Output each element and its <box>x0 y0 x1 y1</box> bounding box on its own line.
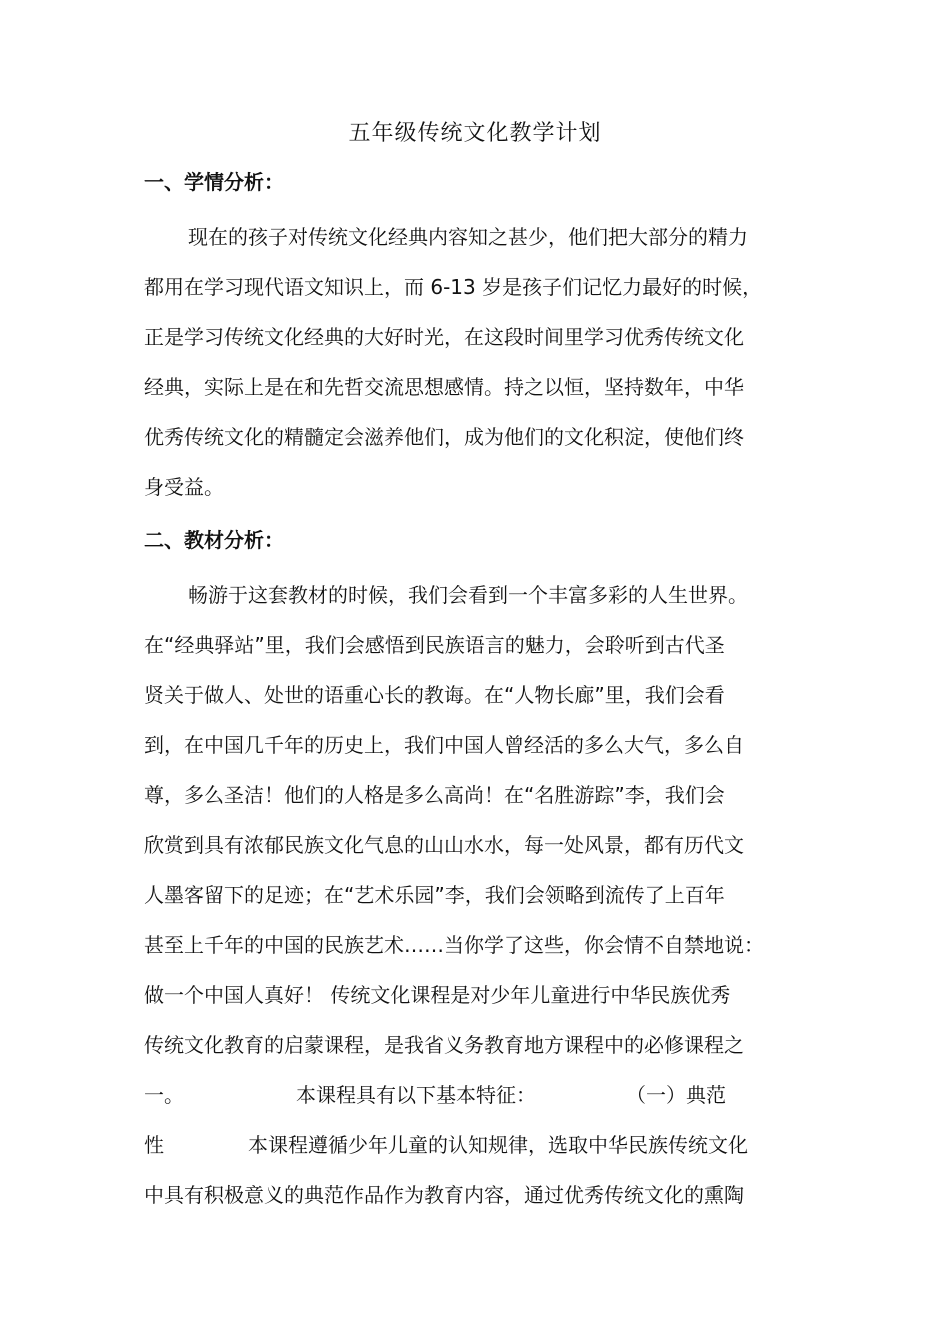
text-line: 人墨客留下的足迹；在“艺术乐园”李，我们会领略到流传了上百年 <box>144 883 725 907</box>
text-line: 经典，实际上是在和先哲交流思想感情。持之以恒，坚持数年，中华 <box>144 375 744 399</box>
text-fragment: （一）典范 <box>626 1083 726 1107</box>
text-line: 欣赏到具有浓郁民族文化气息的山山水水，每一处风景，都有历代文 <box>144 833 744 857</box>
document-body <box>144 162 814 1220</box>
text-line: 正是学习传统文化经典的大好时光，在这段时间里学习优秀传统文化 <box>144 325 744 349</box>
text-line: 都用在学习现代语文知识上，而 6-13 岁是孩子们记忆力最好的时候， <box>144 275 763 299</box>
text-fragment: 本课程遵循少年儿童的认知规律，选取中华民族传统文化 <box>248 1133 748 1157</box>
document-title: 五年级传统文化教学计划 <box>348 121 602 146</box>
text-line: 贤关于做人、处世的语重心长的教诲。在“人物长廊”里，我们会看 <box>144 683 725 707</box>
paragraph-learning-analysis <box>144 212 814 512</box>
text-fragment: 本课程具有以下基本特征： <box>296 1083 536 1107</box>
text-line: 畅游于这套教材的时候，我们会看到一个丰富多彩的人生世界。 <box>188 583 748 607</box>
text-line <box>144 1070 814 1120</box>
text-line: 做一个中国人真好！ 传统文化课程是对少年儿童进行中华民族优秀 <box>144 983 731 1007</box>
text-line: 传统文化教育的启蒙课程，是我省义务教育地方课程中的必修课程之 <box>144 1033 744 1057</box>
text-line: 身受益。 <box>144 475 224 499</box>
text-line: 优秀传统文化的精髓定会滋养他们，成为他们的文化积淀，使他们终 <box>144 425 744 449</box>
text-line: 甚至上千年的中国的民族艺术……当你学了这些，你会情不自禁地说： <box>144 933 764 957</box>
text-line: 尊，多么圣洁！他们的人格是多么高尚！在“名胜游踪”李，我们会 <box>144 783 725 807</box>
text-line: 在“经典驿站”里，我们会感悟到民族语言的魅力，会聆听到古代圣 <box>144 633 725 657</box>
text-fragment: 性 <box>144 1133 164 1157</box>
text-line: 到，在中国几千年的历史上，我们中国人曾经活的多么大气，多么自 <box>144 733 744 757</box>
section-heading-textbook-analysis: 二、教材分析： <box>144 528 284 552</box>
text-line <box>144 1120 814 1170</box>
text-line: 现在的孩子对传统文化经典内容知之甚少，他们把大部分的精力 <box>188 225 748 249</box>
paragraph-textbook-analysis <box>144 570 814 1220</box>
section-heading-learning-analysis: 一、学情分析： <box>144 170 284 194</box>
text-fragment: 一。 <box>144 1083 184 1107</box>
text-line: 中具有积极意义的典范作品作为教育内容，通过优秀传统文化的熏陶 <box>144 1183 744 1207</box>
